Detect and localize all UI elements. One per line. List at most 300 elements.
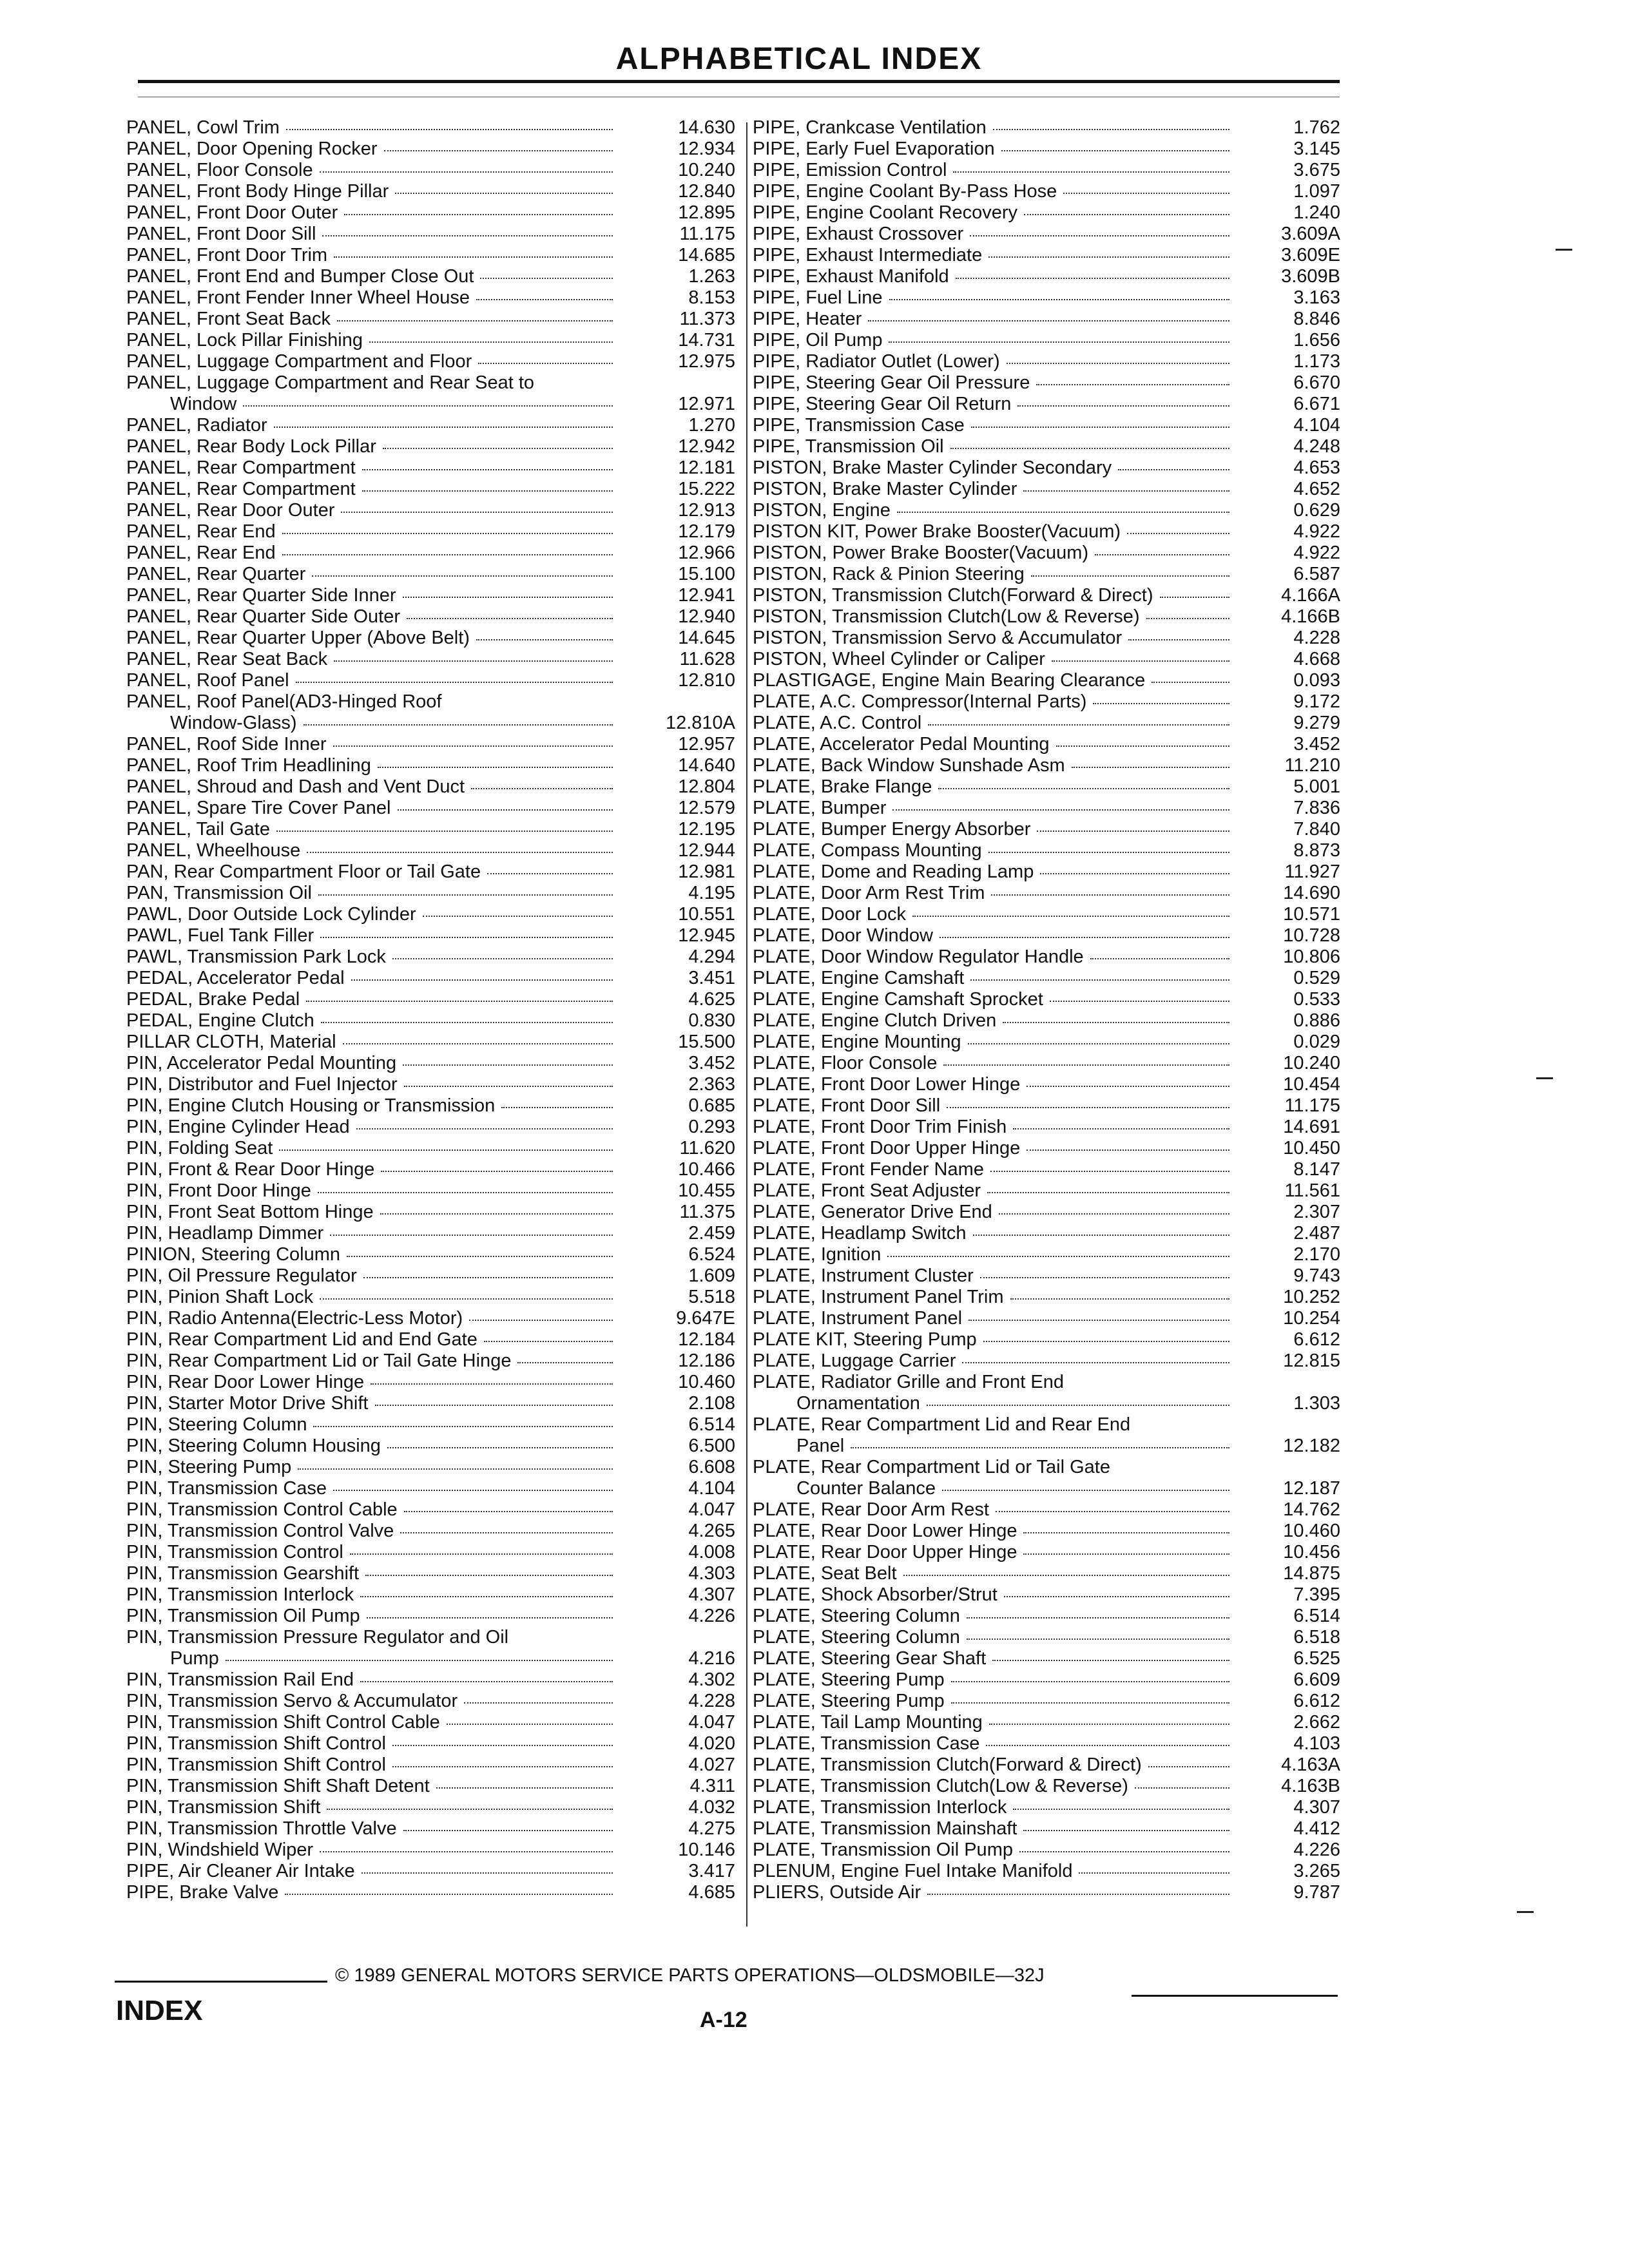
entry-label: PANEL, Rear Quarter [126, 564, 306, 584]
entry-reference: 10.728 [1283, 925, 1340, 946]
index-entry [126, 500, 742, 521]
dot-leader [1023, 1532, 1229, 1533]
dot-leader [1037, 831, 1229, 832]
dot-leader [971, 427, 1229, 428]
dot-leader [1040, 873, 1229, 874]
entry-reference: 9.172 [1293, 691, 1340, 712]
index-entry [126, 1159, 742, 1180]
entry-label: PIN, Transmission Interlock [126, 1584, 354, 1605]
entry-reference: 4.228 [1293, 628, 1340, 648]
entry-label: PISTON, Brake Master Cylinder Secondary [753, 457, 1112, 478]
index-entry [126, 287, 742, 309]
entry-reference: 10.240 [1283, 1053, 1340, 1073]
dot-leader [938, 788, 1229, 789]
dot-leader [333, 1490, 613, 1491]
dot-leader [947, 1107, 1229, 1108]
entry-label: PANEL, Rear Quarter Side Outer [126, 606, 400, 627]
entry-reference: 11.628 [679, 649, 735, 669]
entry-reference: 7.395 [1293, 1584, 1340, 1605]
entry-label: PANEL, Wheelhouse [126, 840, 301, 861]
index-entry [753, 1414, 1353, 1436]
entry-reference: 0.293 [688, 1117, 735, 1137]
entry-reference: 10.450 [1283, 1138, 1340, 1158]
dot-leader [892, 809, 1229, 811]
dot-leader [962, 1362, 1229, 1363]
index-entry [753, 521, 1353, 543]
entry-reference: 0.830 [688, 1010, 735, 1031]
entry-label: PIN, Front Seat Bottom Hinge [126, 1202, 374, 1222]
entry-label: PIN, Radio Antenna(Electric-Less Motor) [126, 1308, 463, 1329]
index-entry [126, 1074, 742, 1095]
entry-label: PISTON, Transmission Clutch(Forward & Direct) [753, 585, 1153, 606]
entry-label: PANEL, Front Fender Inner Wheel House [126, 287, 470, 308]
entry-reference: 2.108 [688, 1393, 735, 1414]
entry-reference: 10.252 [1283, 1287, 1340, 1307]
dot-leader [361, 1872, 613, 1874]
entry-reference: 4.275 [688, 1818, 735, 1839]
dot-leader [969, 1320, 1229, 1321]
index-entry [753, 925, 1353, 947]
entry-label: PLATE, A.C. Control [753, 713, 922, 733]
index-entry [753, 947, 1353, 968]
dot-leader [478, 363, 613, 364]
dot-leader [286, 129, 613, 130]
dot-leader [318, 894, 613, 896]
entry-label: PLATE, Transmission Clutch(Forward & Direct) [753, 1754, 1142, 1775]
dot-leader [282, 554, 613, 555]
entry-label: PANEL, Cowl Trim [126, 117, 280, 138]
entry-label: PLATE, Instrument Panel [753, 1308, 963, 1329]
index-entry [753, 1499, 1353, 1521]
entry-reference: 12.840 [678, 181, 735, 202]
dot-leader [986, 1745, 1229, 1746]
dot-leader [298, 1468, 613, 1470]
entry-reference: 1.609 [688, 1265, 735, 1286]
entry-label: Panel [796, 1436, 845, 1456]
entry-label: PISTON, Transmission Clutch(Low & Reverse) [753, 606, 1140, 627]
index-entry [126, 543, 742, 564]
entry-reference: 6.608 [688, 1457, 735, 1477]
dot-leader [980, 1277, 1229, 1278]
entry-label: PIN, Transmission Shift [126, 1797, 321, 1818]
dot-leader [1148, 1766, 1229, 1767]
entry-label: PIN, Distributor and Fuel Injector [126, 1074, 398, 1095]
dot-leader [476, 639, 613, 640]
entry-label: PLATE, Transmission Oil Pump [753, 1840, 1013, 1860]
index-entry [753, 1159, 1353, 1180]
index-entry [126, 117, 742, 139]
dot-leader [1128, 639, 1229, 640]
entry-label: PIN, Transmission Control Valve [126, 1521, 394, 1541]
dot-leader [404, 1086, 613, 1087]
entry-reference: 11.375 [679, 1202, 735, 1222]
dot-leader [447, 1724, 613, 1725]
dot-leader [993, 129, 1229, 130]
entry-label: PANEL, Door Opening Rocker [126, 139, 378, 159]
entry-reference: 1.097 [1293, 181, 1340, 202]
index-entry [753, 1840, 1353, 1861]
index-entry [753, 117, 1353, 139]
entry-reference: 4.668 [1293, 649, 1340, 669]
entry-label: PIN, Transmission Control Cable [126, 1499, 398, 1520]
index-entry [126, 160, 742, 181]
index-entry [753, 1457, 1353, 1478]
index-entry [753, 1669, 1353, 1691]
index-entry [753, 1627, 1353, 1648]
index-entry [753, 202, 1353, 224]
dot-leader [334, 256, 613, 258]
entry-label: PLATE, Dome and Reading Lamp [753, 861, 1034, 882]
index-entry [753, 989, 1353, 1010]
index-entry [126, 1840, 742, 1861]
dot-leader [987, 1192, 1229, 1193]
dot-leader [943, 1064, 1229, 1066]
entry-reference: 10.460 [1283, 1521, 1340, 1541]
dot-leader [973, 1235, 1229, 1236]
index-entry [126, 1754, 742, 1776]
entry-reference: 4.047 [688, 1712, 735, 1733]
index-entry [126, 245, 742, 266]
index-entry [753, 543, 1353, 564]
dot-leader [365, 1575, 613, 1576]
entry-reference: 14.640 [678, 755, 735, 776]
dot-leader [1023, 1553, 1229, 1555]
dot-leader [423, 916, 613, 917]
entry-label: PANEL, Tail Gate [126, 819, 270, 840]
entry-label: PIN, Transmission Pressure Regulator and Oil [126, 1627, 509, 1648]
dot-leader [988, 256, 1229, 258]
entry-label: PIN, Steering Column Housing [126, 1436, 381, 1456]
entry-label: PIN, Transmission Servo & Accumulator [126, 1691, 458, 1711]
index-entry [753, 713, 1353, 734]
entry-reference: 12.186 [678, 1350, 735, 1371]
index-entry [126, 1669, 742, 1691]
entry-reference: 12.981 [678, 861, 735, 882]
entry-reference: 11.927 [1284, 861, 1340, 882]
dot-leader [320, 937, 613, 938]
entry-label: PIPE, Crankcase Ventilation [753, 117, 987, 138]
index-entry [753, 883, 1353, 904]
entry-reference: 4.226 [1293, 1840, 1340, 1860]
entry-label: PIPE, Oil Pump [753, 330, 883, 351]
entry-label: PIN, Rear Compartment Lid and End Gate [126, 1329, 477, 1350]
entry-label: PISTON, Engine [753, 500, 891, 521]
dot-leader [360, 1681, 613, 1682]
entry-reference: 10.460 [678, 1372, 735, 1392]
entry-label: PIPE, Heater [753, 309, 862, 329]
entry-label: PISTON, Rack & Pinion Steering [753, 564, 1025, 584]
dot-leader [928, 724, 1229, 726]
page-title: ALPHABETICAL INDEX [615, 42, 983, 76]
index-entry [753, 1244, 1353, 1265]
entry-label: PLATE, Front Door Trim Finish [753, 1117, 1007, 1137]
entry-reference: 10.146 [678, 1840, 735, 1860]
index-entry [753, 1223, 1353, 1244]
entry-label: PANEL, Front Door Outer [126, 202, 338, 223]
index-entry [126, 372, 742, 394]
dot-leader [1127, 533, 1229, 534]
entry-reference: 7.836 [1293, 798, 1340, 818]
index-entry [753, 1733, 1353, 1754]
dot-leader [392, 1745, 613, 1746]
entry-reference: 11.210 [1284, 755, 1340, 776]
index-entry [753, 1436, 1353, 1457]
entry-label: PAWL, Transmission Park Lock [126, 947, 386, 967]
entry-label: PANEL, Front Body Hinge Pillar [126, 181, 389, 202]
dot-leader [484, 1341, 613, 1342]
entry-label: PISTON KIT, Power Brake Booster(Vacuum) [753, 521, 1121, 542]
entry-reference: 4.302 [688, 1669, 735, 1690]
index-entry [753, 1287, 1353, 1308]
entry-label: PINION, Steering Column [126, 1244, 341, 1265]
index-entry [126, 309, 742, 330]
entry-reference: 4.104 [1293, 415, 1340, 436]
index-entry [126, 713, 742, 734]
entry-label: PIPE, Air Cleaner Air Intake [126, 1861, 355, 1881]
entry-reference: 3.609E [1281, 245, 1340, 265]
entry-reference: 12.187 [1283, 1478, 1340, 1499]
index-entry [126, 1308, 742, 1329]
entry-label: PIN, Oil Pressure Regulator [126, 1265, 357, 1286]
index-entry [126, 224, 742, 245]
entry-reference: 10.571 [1283, 904, 1340, 925]
index-entry [126, 330, 742, 351]
index-entry [753, 1074, 1353, 1095]
dot-leader [903, 1575, 1229, 1576]
dot-leader [1023, 1830, 1229, 1831]
dot-leader [350, 1553, 613, 1555]
dot-leader [226, 1660, 613, 1661]
dot-leader [951, 1681, 1229, 1682]
entry-label: PLATE, Rear Compartment Lid and Rear End [753, 1414, 1131, 1435]
entry-label: PILLAR CLOTH, Material [126, 1032, 336, 1052]
footer-rule-right [1132, 1995, 1338, 1997]
footer-rule-left [115, 1981, 327, 1983]
dot-leader [1146, 618, 1229, 619]
entry-reference: 6.609 [1293, 1669, 1340, 1690]
index-entry [753, 1542, 1353, 1563]
entry-reference: 6.612 [1293, 1329, 1340, 1350]
entry-reference: 0.029 [1293, 1032, 1340, 1052]
dot-leader [363, 1277, 613, 1278]
index-entry [126, 202, 742, 224]
entry-reference: 15.222 [678, 479, 735, 499]
entry-reference: 4.412 [1293, 1818, 1340, 1839]
dot-leader [1003, 1022, 1229, 1023]
dot-leader [471, 788, 613, 789]
dot-leader [347, 1256, 613, 1257]
dot-leader [1135, 1787, 1229, 1789]
entry-label: PLATE, Transmission Clutch(Low & Reverse) [753, 1776, 1128, 1796]
entry-label: PIPE, Transmission Oil [753, 436, 944, 457]
index-entry [753, 755, 1353, 776]
index-entry [126, 776, 742, 798]
dot-leader [327, 1809, 613, 1810]
dot-leader [1095, 554, 1229, 555]
entry-label: PLATE, Rear Door Arm Rest [753, 1499, 989, 1520]
entry-reference: 2.307 [1293, 1202, 1340, 1222]
dot-leader [337, 320, 613, 322]
entry-label: PLATE, Tail Lamp Mounting [753, 1712, 983, 1733]
index-entry [753, 734, 1353, 755]
index-entry [753, 1117, 1353, 1138]
entry-label: PIN, Windshield Wiper [126, 1840, 314, 1860]
entry-label: PIN, Engine Clutch Housing or Transmission [126, 1095, 496, 1116]
entry-reference: 3.452 [688, 1053, 735, 1073]
entry-label: PANEL, Floor Console [126, 160, 313, 180]
entry-reference: 6.612 [1293, 1691, 1340, 1711]
index-entry [753, 1478, 1353, 1499]
index-entry [126, 521, 742, 543]
dot-leader [988, 852, 1229, 853]
index-entry [126, 1053, 742, 1074]
entry-reference: 4.652 [1293, 479, 1340, 499]
entry-label: Ornamentation [796, 1393, 920, 1414]
dot-leader [395, 193, 613, 194]
entry-reference: 4.008 [688, 1542, 735, 1562]
entry-label: PLASTIGAGE, Engine Main Bearing Clearance [753, 670, 1146, 691]
entry-label: PIN, Steering Column [126, 1414, 307, 1435]
entry-label: PLATE, Compass Mounting [753, 840, 982, 861]
entry-reference: 12.804 [678, 776, 735, 797]
dot-leader [276, 831, 613, 832]
entry-reference: 11.373 [679, 309, 735, 329]
entry-label: PANEL, Roof Side Inner [126, 734, 327, 754]
index-entry [126, 925, 742, 947]
entry-reference: 4.311 [689, 1776, 735, 1796]
index-entry [753, 776, 1353, 798]
dot-leader [1004, 1596, 1229, 1597]
index-entry [126, 1117, 742, 1138]
index-entry [753, 861, 1353, 883]
index-entry [753, 436, 1353, 457]
index-entry [126, 691, 742, 713]
entry-label: PANEL, Roof Trim Headlining [126, 755, 371, 776]
entry-label: PLATE, Shock Absorber/Strut [753, 1584, 998, 1605]
dot-leader [940, 937, 1229, 938]
index-entry [753, 1861, 1353, 1882]
entry-label: PLATE, Steering Pump [753, 1669, 945, 1690]
entry-reference: 3.451 [688, 968, 735, 988]
column-divider [746, 122, 747, 1927]
entry-reference: 8.153 [688, 287, 735, 308]
entry-label: Window-Glass) [170, 713, 297, 733]
entry-label: PIPE, Engine Coolant Recovery [753, 202, 1018, 223]
entry-label: PANEL, Roof Panel(AD3-Hinged Roof [126, 691, 442, 712]
dot-leader [321, 1022, 613, 1023]
entry-reference: 14.875 [1283, 1563, 1340, 1584]
dot-leader [369, 341, 613, 343]
entry-reference: 0.093 [1293, 670, 1340, 691]
entry-reference: 1.656 [1293, 330, 1340, 351]
dot-leader [956, 278, 1229, 279]
entry-label: PIN, Rear Compartment Lid or Tail Gate Hinge [126, 1350, 512, 1371]
entry-label: PIPE, Fuel Line [753, 287, 883, 308]
index-entry [126, 1499, 742, 1521]
entry-reference: 4.248 [1293, 436, 1340, 457]
entry-reference: 10.551 [678, 904, 735, 925]
entry-reference: 6.500 [688, 1436, 735, 1456]
entry-label: PLATE, Transmission Case [753, 1733, 980, 1754]
index-entry [126, 883, 742, 904]
dot-leader [313, 1426, 613, 1427]
entry-reference: 4.307 [1293, 1797, 1340, 1818]
entry-label: PLATE, Back Window Sunshade Asm [753, 755, 1065, 776]
entry-reference: 9.743 [1293, 1265, 1340, 1286]
entry-label: PIN, Transmission Rail End [126, 1669, 354, 1690]
index-entry [753, 1372, 1353, 1393]
entry-label: PIN, Transmission Gearshift [126, 1563, 359, 1584]
index-entry [753, 245, 1353, 266]
entry-label: PIN, Transmission Control [126, 1542, 343, 1562]
entry-reference: 3.163 [1293, 287, 1340, 308]
entry-label: PANEL, Spare Tire Cover Panel [126, 798, 391, 818]
dot-leader [983, 1341, 1229, 1342]
index-entry [126, 351, 742, 372]
index-entry [126, 606, 742, 628]
entry-reference: 5.518 [688, 1287, 735, 1307]
entry-reference: 0.685 [688, 1095, 735, 1116]
entry-reference: 12.944 [678, 840, 735, 861]
entry-reference: 14.762 [1283, 1499, 1340, 1520]
entry-label: PLATE, Door Lock [753, 904, 907, 925]
entry-label: PIN, Folding Seat [126, 1138, 273, 1158]
index-entry [753, 585, 1353, 606]
dot-leader [999, 1213, 1229, 1215]
dot-leader [362, 490, 613, 492]
entry-reference: 10.806 [1283, 947, 1340, 967]
index-entry [753, 1010, 1353, 1032]
dot-leader [951, 1702, 1229, 1704]
index-entry [753, 1606, 1353, 1627]
index-entry [753, 1882, 1353, 1903]
entry-reference: 1.240 [1293, 202, 1340, 223]
dot-leader [889, 341, 1229, 343]
index-entry [126, 585, 742, 606]
index-entry [753, 1521, 1353, 1542]
index-entry [126, 1776, 742, 1797]
dot-leader [950, 448, 1229, 449]
entry-reference: 3.145 [1293, 139, 1340, 159]
entry-label: PEDAL, Engine Clutch [126, 1010, 314, 1031]
entry-label: PANEL, Rear Compartment [126, 457, 356, 478]
entry-reference: 12.895 [678, 202, 735, 223]
entry-label: PIPE, Steering Gear Oil Pressure [753, 372, 1030, 393]
dot-leader [304, 724, 613, 726]
dot-leader [375, 1405, 613, 1406]
entry-reference: 14.690 [1283, 883, 1340, 903]
index-entry [126, 394, 742, 415]
entry-reference: 0.629 [1293, 500, 1340, 521]
entry-label: PLATE, Steering Gear Shaft [753, 1648, 987, 1669]
entry-label: PANEL, Rear Quarter Side Inner [126, 585, 396, 606]
index-entry [126, 415, 742, 436]
dot-leader [927, 1894, 1229, 1895]
entry-reference: 4.047 [688, 1499, 735, 1520]
entry-reference: 4.103 [1293, 1733, 1340, 1754]
dot-leader [1013, 1128, 1229, 1129]
entry-reference: 6.671 [1293, 394, 1340, 414]
index-entry [126, 1733, 742, 1754]
entry-label: PLATE, Transmission Mainshaft [753, 1818, 1017, 1839]
entry-reference: 12.934 [678, 139, 735, 159]
entry-reference: 1.303 [1293, 1393, 1340, 1414]
index-entry [126, 266, 742, 287]
index-entry [753, 1350, 1353, 1372]
index-entry [753, 1265, 1353, 1287]
entry-reference: 0.886 [1293, 1010, 1340, 1031]
entry-reference: 3.609A [1281, 224, 1340, 244]
